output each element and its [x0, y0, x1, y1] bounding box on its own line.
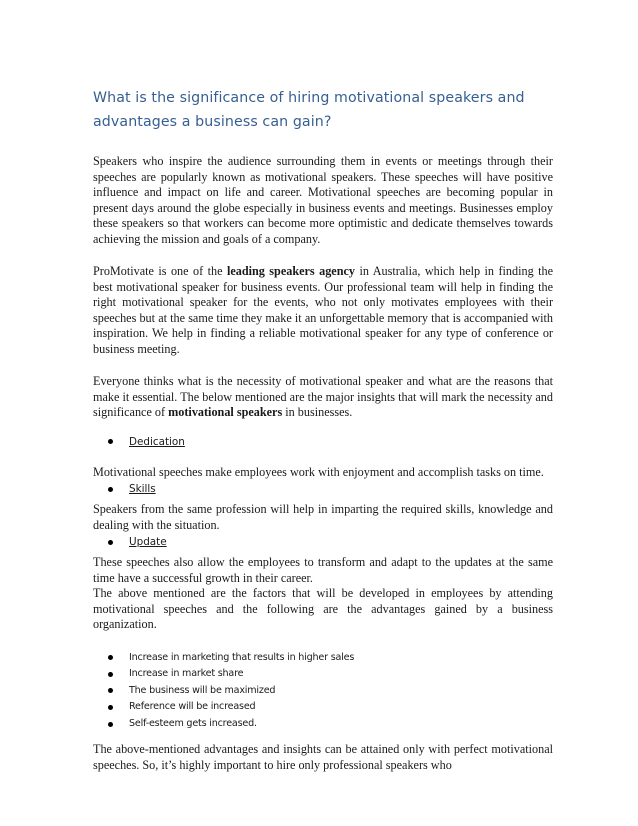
list-item-label: Self-esteem gets increased.: [129, 717, 257, 729]
section-text-update: These speeches also allow the employees to transform and adapt to the updates at the same time have a successful growth in their career.: [93, 555, 553, 585]
bullet-icon: [108, 439, 113, 444]
factors-paragraph: The above mentioned are the factors that will be developed in employees by attending motivational speeches and the following are the advantages gained by a business organization.: [93, 586, 553, 631]
list-item-label: The business will be maximized: [129, 684, 276, 696]
bullet-icon: [108, 655, 113, 660]
text-run: Everyone thinks what is the necessity of motivational speaker and what are the reasons that make it essential. The below mentioned are the major insights that will mark the necessity and significance of: [93, 374, 553, 419]
section-heading-label: Skills: [129, 483, 156, 495]
section-heading-dedication: [93, 436, 553, 448]
promotivate-paragraph: [93, 264, 553, 357]
necessity-paragraph: [93, 374, 553, 421]
bullet-icon: [108, 705, 113, 710]
list-item-label: Reference will be increased: [129, 701, 256, 713]
section-heading-label: Dedication: [129, 435, 185, 448]
advantages-list: [93, 650, 553, 733]
list-item: [93, 650, 553, 667]
list-item-label: Increase in market share: [129, 668, 244, 680]
text-run: ProMotivate is one of the: [93, 264, 227, 278]
bold-phrase: leading speakers agency: [226, 264, 355, 278]
bold-phrase: motivational speakers: [168, 405, 283, 419]
list-item: [93, 716, 553, 733]
bullet-icon: [108, 540, 113, 545]
document-page: [93, 86, 553, 790]
text-run: in Australia, which help in finding the best motivational speaker for business events. Our professional team will help in finding the right motivational speaker for the events, who not only motivates employees with their speeches but at the same time they make it an unforgettable memory that is accompanied with inspiration. We help in finding a reliable motivational speaker for any type of conference or business meeting.: [93, 264, 553, 356]
section-heading-label: Update: [129, 536, 167, 548]
bullet-icon: [108, 487, 113, 492]
section-heading-skills: [93, 483, 553, 495]
list-item: [93, 683, 553, 700]
bullet-icon: [108, 672, 113, 677]
intro-paragraph: Speakers who inspire the audience surrounding them in events or meetings through their speeches are popularly known as motivational speakers. These speeches will have positive influence and impact on life and career. Motivational speeches are becoming popular in present days around the globe especially in business events and meetings. Businesses employ these speakers so that workers can become more optimistic and dedicate themselves towards achieving the mission and goals of a company.: [93, 154, 553, 246]
section-text-skills: Speakers from the same profession will help in imparting the required skills, knowledge and dealing with the situation.: [93, 502, 553, 532]
section-heading-update: [93, 536, 553, 548]
text-run: in businesses.: [282, 405, 353, 419]
list-item: [93, 666, 553, 683]
list-item: [93, 699, 553, 716]
bullet-icon: [108, 688, 113, 693]
document-title: What is the significance of hiring motivational speakers and advantages a business can gain?: [93, 90, 525, 130]
list-item-label: Increase in marketing that results in higher sales: [129, 651, 355, 663]
closing-paragraph: The above-mentioned advantages and insights can be attained only with perfect motivational speeches. So, it’s highly important to hire only professional speakers who: [93, 742, 553, 772]
section-text-dedication: Motivational speeches make employees work with enjoyment and accomplish tasks on time.: [93, 464, 544, 479]
bullet-icon: [108, 722, 113, 727]
